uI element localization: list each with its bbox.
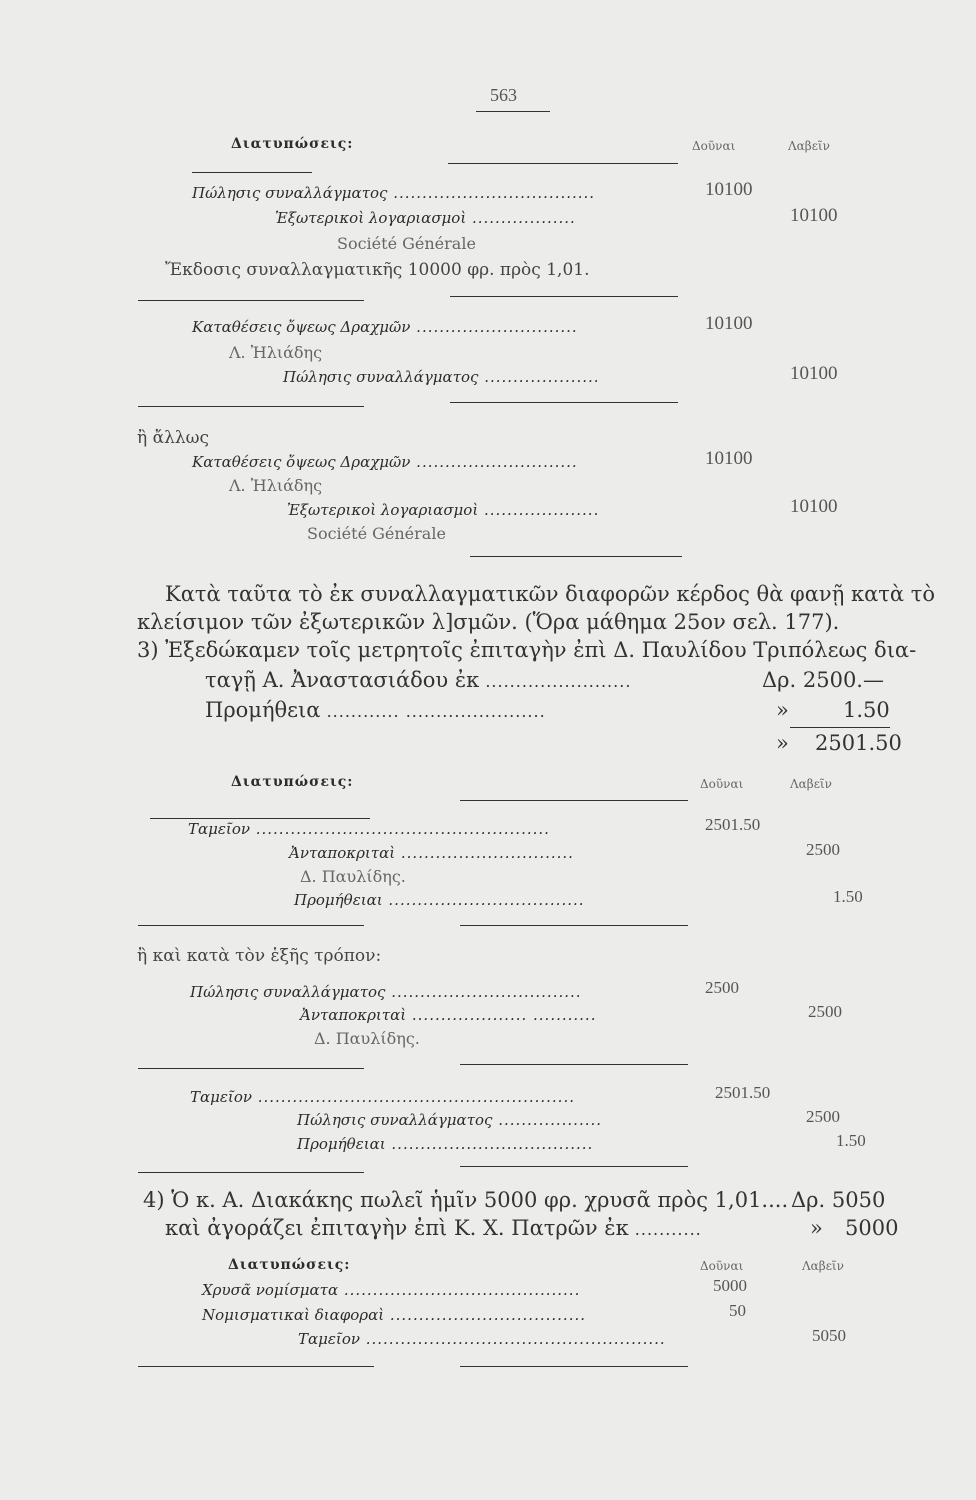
ditto-mark: » <box>776 731 789 755</box>
journal-line-label: Πώλησις συναλλάγματος ................................... <box>192 184 596 202</box>
amount-value: Δρ. 2500.— <box>762 668 884 692</box>
journal-line-label: Ταμεῖον ....................................................... <box>190 1088 575 1106</box>
body-text-line: κλείσιμον τῶν ἐξωτερικῶν λ]σμῶν. (Ὅρα μάθημα 25ον σελ. 177). <box>137 610 840 634</box>
person-name: Λ. Ἠλιάδης <box>229 476 323 495</box>
journal-line-label: Ταμεῖον .................................................... <box>298 1330 666 1348</box>
amount-value: Δρ. 5050 <box>791 1188 886 1212</box>
body-text-line: 3) Ἐξεδώκαμεν τοῖς μετρητοῖς ἐπιταγὴν ἐπὶ Δ. Παυλίδου Τριπόλεως δια- <box>137 638 917 662</box>
body-text-line: Προμήθεια ............ ....................... <box>205 698 546 722</box>
body-text-line: ταγῇ Α. Ἀναστασιάδου ἐκ ........................ <box>205 668 632 692</box>
debit-amount: 2501.50 <box>715 1083 771 1102</box>
entry-rule-right <box>460 1366 688 1367</box>
credit-column-header: Λαβεῖν <box>790 777 832 791</box>
journal-line-label: Πώλησις συναλλάγματος .................... <box>283 368 600 386</box>
journal-line-label: Προμήθειαι .................................. <box>294 891 585 909</box>
company-name: Société Générale <box>337 234 476 253</box>
journal-line-label: Ἐξωτερικοὶ λογαριασμοὶ .................. <box>275 209 576 227</box>
entry-rule-right <box>460 1064 688 1065</box>
credit-column-header: Λαβεῖν <box>802 1259 844 1273</box>
person-name: Δ. Παυλίδης. <box>300 867 406 886</box>
entry-note: Ἔκδοσις συναλλαγματικῆς 10000 φρ. πρὸς 1,01. <box>165 260 590 280</box>
amount-value: 5000 <box>845 1216 899 1240</box>
debit-column-header: Δοῦναι <box>700 777 744 791</box>
credit-column-header: Λαβεῖν <box>788 139 830 153</box>
heading-rule-right <box>460 800 688 801</box>
page-number-rule <box>476 111 550 112</box>
journal-line-label: Ἐξωτερικοὶ λογαριασμοὶ .................... <box>287 501 600 519</box>
page-number: 563 <box>490 85 517 105</box>
debit-amount: 10100 <box>705 313 753 334</box>
entry-rule-right <box>460 1166 688 1167</box>
entry-rule-left <box>138 1366 374 1367</box>
journal-line-label: Πώλησις συναλλάγματος .................. <box>297 1111 603 1129</box>
journal-line-label: Προμήθειαι ................................... <box>297 1135 594 1153</box>
journal-line-label: Ἀνταποκριταὶ .................... ........... <box>300 1006 597 1024</box>
credit-amount: 10100 <box>790 496 838 517</box>
credit-amount: 1.50 <box>836 1131 866 1150</box>
entries-heading: Διατυπώσεις: <box>228 1257 351 1273</box>
person-name: Λ. Ἠλιάδης <box>229 343 323 362</box>
heading-rule-left <box>192 172 312 173</box>
ditto-mark: » <box>810 1216 823 1240</box>
credit-amount: 2500 <box>808 1002 842 1021</box>
entry-rule-left <box>138 300 364 301</box>
heading-rule-right <box>448 163 678 164</box>
credit-amount: 5050 <box>812 1326 846 1345</box>
entry-rule-left <box>138 1068 364 1069</box>
amount-total: 2501.50 <box>815 731 902 755</box>
credit-amount: 2500 <box>806 840 840 859</box>
journal-line-label: Ἀνταποκριταὶ .............................. <box>289 844 574 862</box>
debit-column-header: Δοῦναι <box>700 1259 744 1273</box>
company-name: Société Générale <box>307 524 446 543</box>
body-text-line: Κατὰ ταῦτα τὸ ἐκ συναλλαγματικῶν διαφορῶν κέρδος θὰ φανῇ κατὰ τὸ <box>165 582 935 606</box>
debit-amount: 5000 <box>713 1276 747 1295</box>
entries-heading: Διατυπώσεις: <box>231 136 354 152</box>
heading-rule-left <box>150 818 370 819</box>
debit-amount: 50 <box>729 1301 746 1320</box>
debit-amount: 2500 <box>705 978 739 997</box>
alternative-intro: ἢ ἄλλως <box>137 428 210 448</box>
entry-rule-left <box>138 925 364 926</box>
amount-value: 1.50 <box>843 698 890 722</box>
journal-line-label: Καταθέσεις ὄψεως Δραχμῶν ............................ <box>192 318 578 336</box>
entry-rule-right <box>450 296 678 297</box>
ditto-mark: » <box>776 698 789 722</box>
journal-line-label: Καταθέσεις ὄψεως Δραχμῶν ............................ <box>192 453 578 471</box>
credit-amount: 2500 <box>806 1107 840 1126</box>
debit-amount: 10100 <box>705 179 753 200</box>
body-text-line: καὶ ἀγοράζει ἐπιταγὴν ἐπὶ Κ. Χ. Πατρῶν ἐκ ........... <box>165 1216 702 1240</box>
entries-heading: Διατυπώσεις: <box>231 774 354 790</box>
journal-line-label: Ταμεῖον ................................................... <box>188 820 550 838</box>
journal-line-label: Πώλησις συναλλάγματος ................................. <box>190 983 582 1001</box>
debit-column-header: Δοῦναι <box>692 139 736 153</box>
sum-rule <box>790 727 890 728</box>
credit-amount: 1.50 <box>833 887 863 906</box>
debit-amount: 10100 <box>705 448 753 469</box>
credit-amount: 10100 <box>790 363 838 384</box>
journal-line-label: Νομισματικαὶ διαφοραὶ .................................. <box>202 1306 586 1324</box>
body-text-line: 4) Ὁ κ. Α. Διακάκης πωλεῖ ἡμῖν 5000 φρ. χρυσᾶ πρὸς 1,01.... <box>143 1188 789 1212</box>
alternative-intro: ἢ καὶ κατὰ τὸν ἑξῆς τρόπον: <box>137 946 382 966</box>
credit-amount: 10100 <box>790 205 838 226</box>
person-name: Δ. Παυλίδης. <box>314 1029 420 1048</box>
entry-rule-right <box>470 556 682 557</box>
entry-rule-right <box>460 925 688 926</box>
entry-rule-left <box>138 1172 364 1173</box>
entry-rule-right <box>450 402 678 403</box>
entry-rule-left <box>138 406 364 407</box>
debit-amount: 2501.50 <box>705 815 761 834</box>
journal-line-label: Χρυσᾶ νομίσματα ......................................... <box>202 1281 581 1299</box>
